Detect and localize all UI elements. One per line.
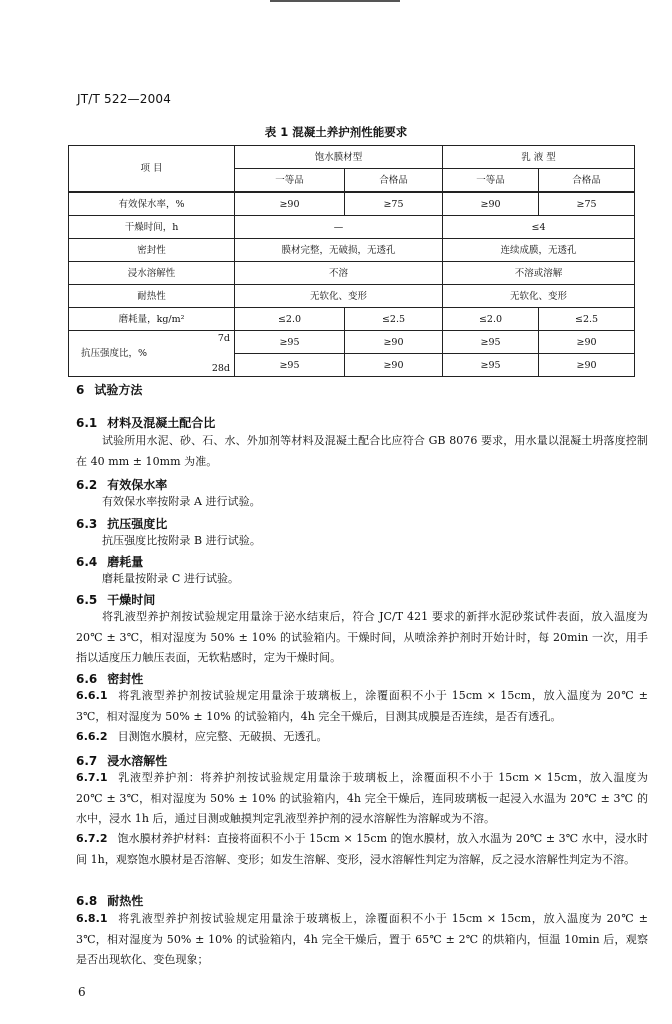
section-6-1-heading: 6.1 材料及混凝土配合比 bbox=[76, 416, 216, 430]
section-6-5-heading: 6.5 干燥时间 bbox=[76, 593, 156, 607]
table-header-row bbox=[69, 146, 635, 169]
header-group2: 乳 液 型 bbox=[443, 146, 635, 169]
cell-value: ≤2.5 bbox=[539, 308, 635, 331]
section-6-6-2-text: 6.6.2 目测饱水膜材，应完整、无破损、无透孔。 bbox=[76, 730, 328, 743]
section-6-2-heading: 6.2 有效保水率 bbox=[76, 478, 168, 492]
table-row bbox=[69, 331, 635, 354]
cell-value: 连续成膜，无透孔 bbox=[443, 239, 635, 262]
section-6-4-heading: 6.4 磨耗量 bbox=[76, 555, 144, 569]
cell-value: ≥90 bbox=[443, 192, 539, 216]
table-caption: 表 1 混凝土养护剂性能要求 bbox=[264, 125, 408, 139]
table-row bbox=[69, 192, 635, 216]
performance-table bbox=[68, 145, 635, 377]
section-6-7-1-text: 6.7.1 乳液型养护剂：将养护剂按试验规定用量涂于玻璃板上，涂覆面积不小于 15cm × 15cm，放入温度为 20℃ ± 3℃，相对湿度为 50% ± 10% 的试验箱内，4h 完全干燥后，连同玻璃板一起浸入水温为 20℃ ± 3℃ 的水中，浸水 1h 后，通过目测或触摸判定乳液型养护剂的浸水溶解性为溶解或为不溶。 bbox=[76, 771, 648, 825]
subheader-cell: 一等品 bbox=[443, 169, 539, 193]
scan-top-line bbox=[270, 0, 400, 2]
table-row bbox=[69, 216, 635, 239]
section-6-1-text: 试验所用水泥、砂、石、水、外加剂等材料及混凝土配合比应符合 GB 8076 要求，用水量以混凝土坍落度控制在 40 mm ± 10mm 为准。 bbox=[76, 434, 648, 468]
cell-value: ≤2.5 bbox=[345, 308, 443, 331]
cell-value: 无软化、变形 bbox=[235, 285, 443, 308]
row-label: 浸水溶解性 bbox=[69, 262, 235, 285]
cell-value: ≥90 bbox=[345, 354, 443, 377]
cell-value: ≤4 bbox=[443, 216, 635, 239]
section-6-6-1-text: 6.6.1 将乳液型养护剂按试验规定用量涂于玻璃板上，涂覆面积不小于 15cm × 15cm，放入温度为 20℃ ± 3℃，相对湿度为 50% ± 10% 的试验箱内，4h 完全干燥后，目测其成膜是否连续，是否有透孔。 bbox=[76, 689, 648, 723]
cell-value: 不溶 bbox=[235, 262, 443, 285]
section-6-4-text: 磨耗量按附录 C 进行试验。 bbox=[102, 572, 240, 585]
age-7d-label: 7d bbox=[217, 333, 230, 345]
section-6-5-text: 将乳液型养护剂按试验规定用量涂于泌水结束后，符合 JC/T 421 要求的新拌水泥砂浆试件表面，放入温度为 20℃ ± 3℃，相对湿度为 50% ± 10% 的试验箱内。干燥时间，从喷涂养护剂时开始计时，每 20min 一次，用手指以适度压力触压表面，无软粘感时，定为干燥时间。 bbox=[76, 610, 648, 664]
cell-value: ≥90 bbox=[345, 331, 443, 354]
row-label: 有效保水率，% bbox=[69, 192, 235, 216]
table-row bbox=[69, 308, 635, 331]
subheader-cell: 合格品 bbox=[539, 169, 635, 193]
cell-value: ≤2.0 bbox=[443, 308, 539, 331]
cell-value: ≥90 bbox=[539, 331, 635, 354]
cell-value: ≥95 bbox=[235, 354, 345, 377]
section-6-heading: 6 试验方法 bbox=[76, 383, 143, 397]
section-6-2-text: 有效保水率按附录 A 进行试验。 bbox=[102, 495, 261, 508]
cell-value: ≥95 bbox=[443, 354, 539, 377]
header-item: 项 目 bbox=[69, 146, 235, 193]
page-number: 6 bbox=[78, 985, 86, 999]
row-label: 磨耗量，kg/m² bbox=[69, 308, 235, 331]
section-6-7-heading: 6.7 浸水溶解性 bbox=[76, 754, 168, 768]
cell-value: 无软化、变形 bbox=[443, 285, 635, 308]
section-6-7-2-text: 6.7.2 饱水膜材养护材料：直接将面积不小于 15cm × 15cm 的饱水膜材，放入水温为 20℃ ± 3℃ 水中，浸水时间 1h，观察饱水膜材是否溶解、变形；如发生溶解、变形，浸水溶解性判定为溶解，反之浸水溶解性判定为不溶。 bbox=[76, 832, 648, 866]
standard-number: JT/T 522—2004 bbox=[77, 92, 172, 106]
subheader-cell: 一等品 bbox=[235, 169, 345, 193]
table-row bbox=[69, 262, 635, 285]
age-28d-label: 28d bbox=[211, 362, 230, 374]
cell-value: ≤2.0 bbox=[235, 308, 345, 331]
table-row bbox=[69, 239, 635, 262]
table-row bbox=[69, 285, 635, 308]
cell-value: 膜材完整，无破损，无透孔 bbox=[235, 239, 443, 262]
section-6-3-heading: 6.3 抗压强度比 bbox=[76, 517, 168, 531]
cell-value: ≥75 bbox=[345, 192, 443, 216]
row-label: 耐热性 bbox=[69, 285, 235, 308]
strength-label: 抗压强度比，% bbox=[81, 347, 148, 359]
section-6-8-heading: 6.8 耐热性 bbox=[76, 894, 144, 908]
section-6-3-text: 抗压强度比按附录 B 进行试验。 bbox=[102, 534, 261, 547]
row-label: 密封性 bbox=[69, 239, 235, 262]
cell-value: — bbox=[235, 216, 443, 239]
row-label: 干燥时间，h bbox=[69, 216, 235, 239]
header-group1: 饱水膜材型 bbox=[235, 146, 443, 169]
cell-value: 不溶或溶解 bbox=[443, 262, 635, 285]
cell-value: ≥95 bbox=[235, 331, 345, 354]
section-6-6-heading: 6.6 密封性 bbox=[76, 672, 144, 686]
section-6-8-1-text: 6.8.1 将乳液型养护剂按试验规定用量涂于玻璃板上，涂覆面积不小于 15cm × 15cm，放入温度为 20℃ ± 3℃，相对湿度为 50% ± 10% 的试验箱内，4h 完全干燥后，置于 65℃ ± 2℃ 的烘箱内，恒温 10min 后，观察是否出现软化、变色现象； bbox=[76, 912, 648, 966]
cell-value: ≥75 bbox=[539, 192, 635, 216]
cell-value: ≥95 bbox=[443, 331, 539, 354]
cell-value: ≥90 bbox=[539, 354, 635, 377]
subheader-cell: 合格品 bbox=[345, 169, 443, 193]
row-label-strength bbox=[69, 331, 235, 377]
cell-value: ≥90 bbox=[235, 192, 345, 216]
